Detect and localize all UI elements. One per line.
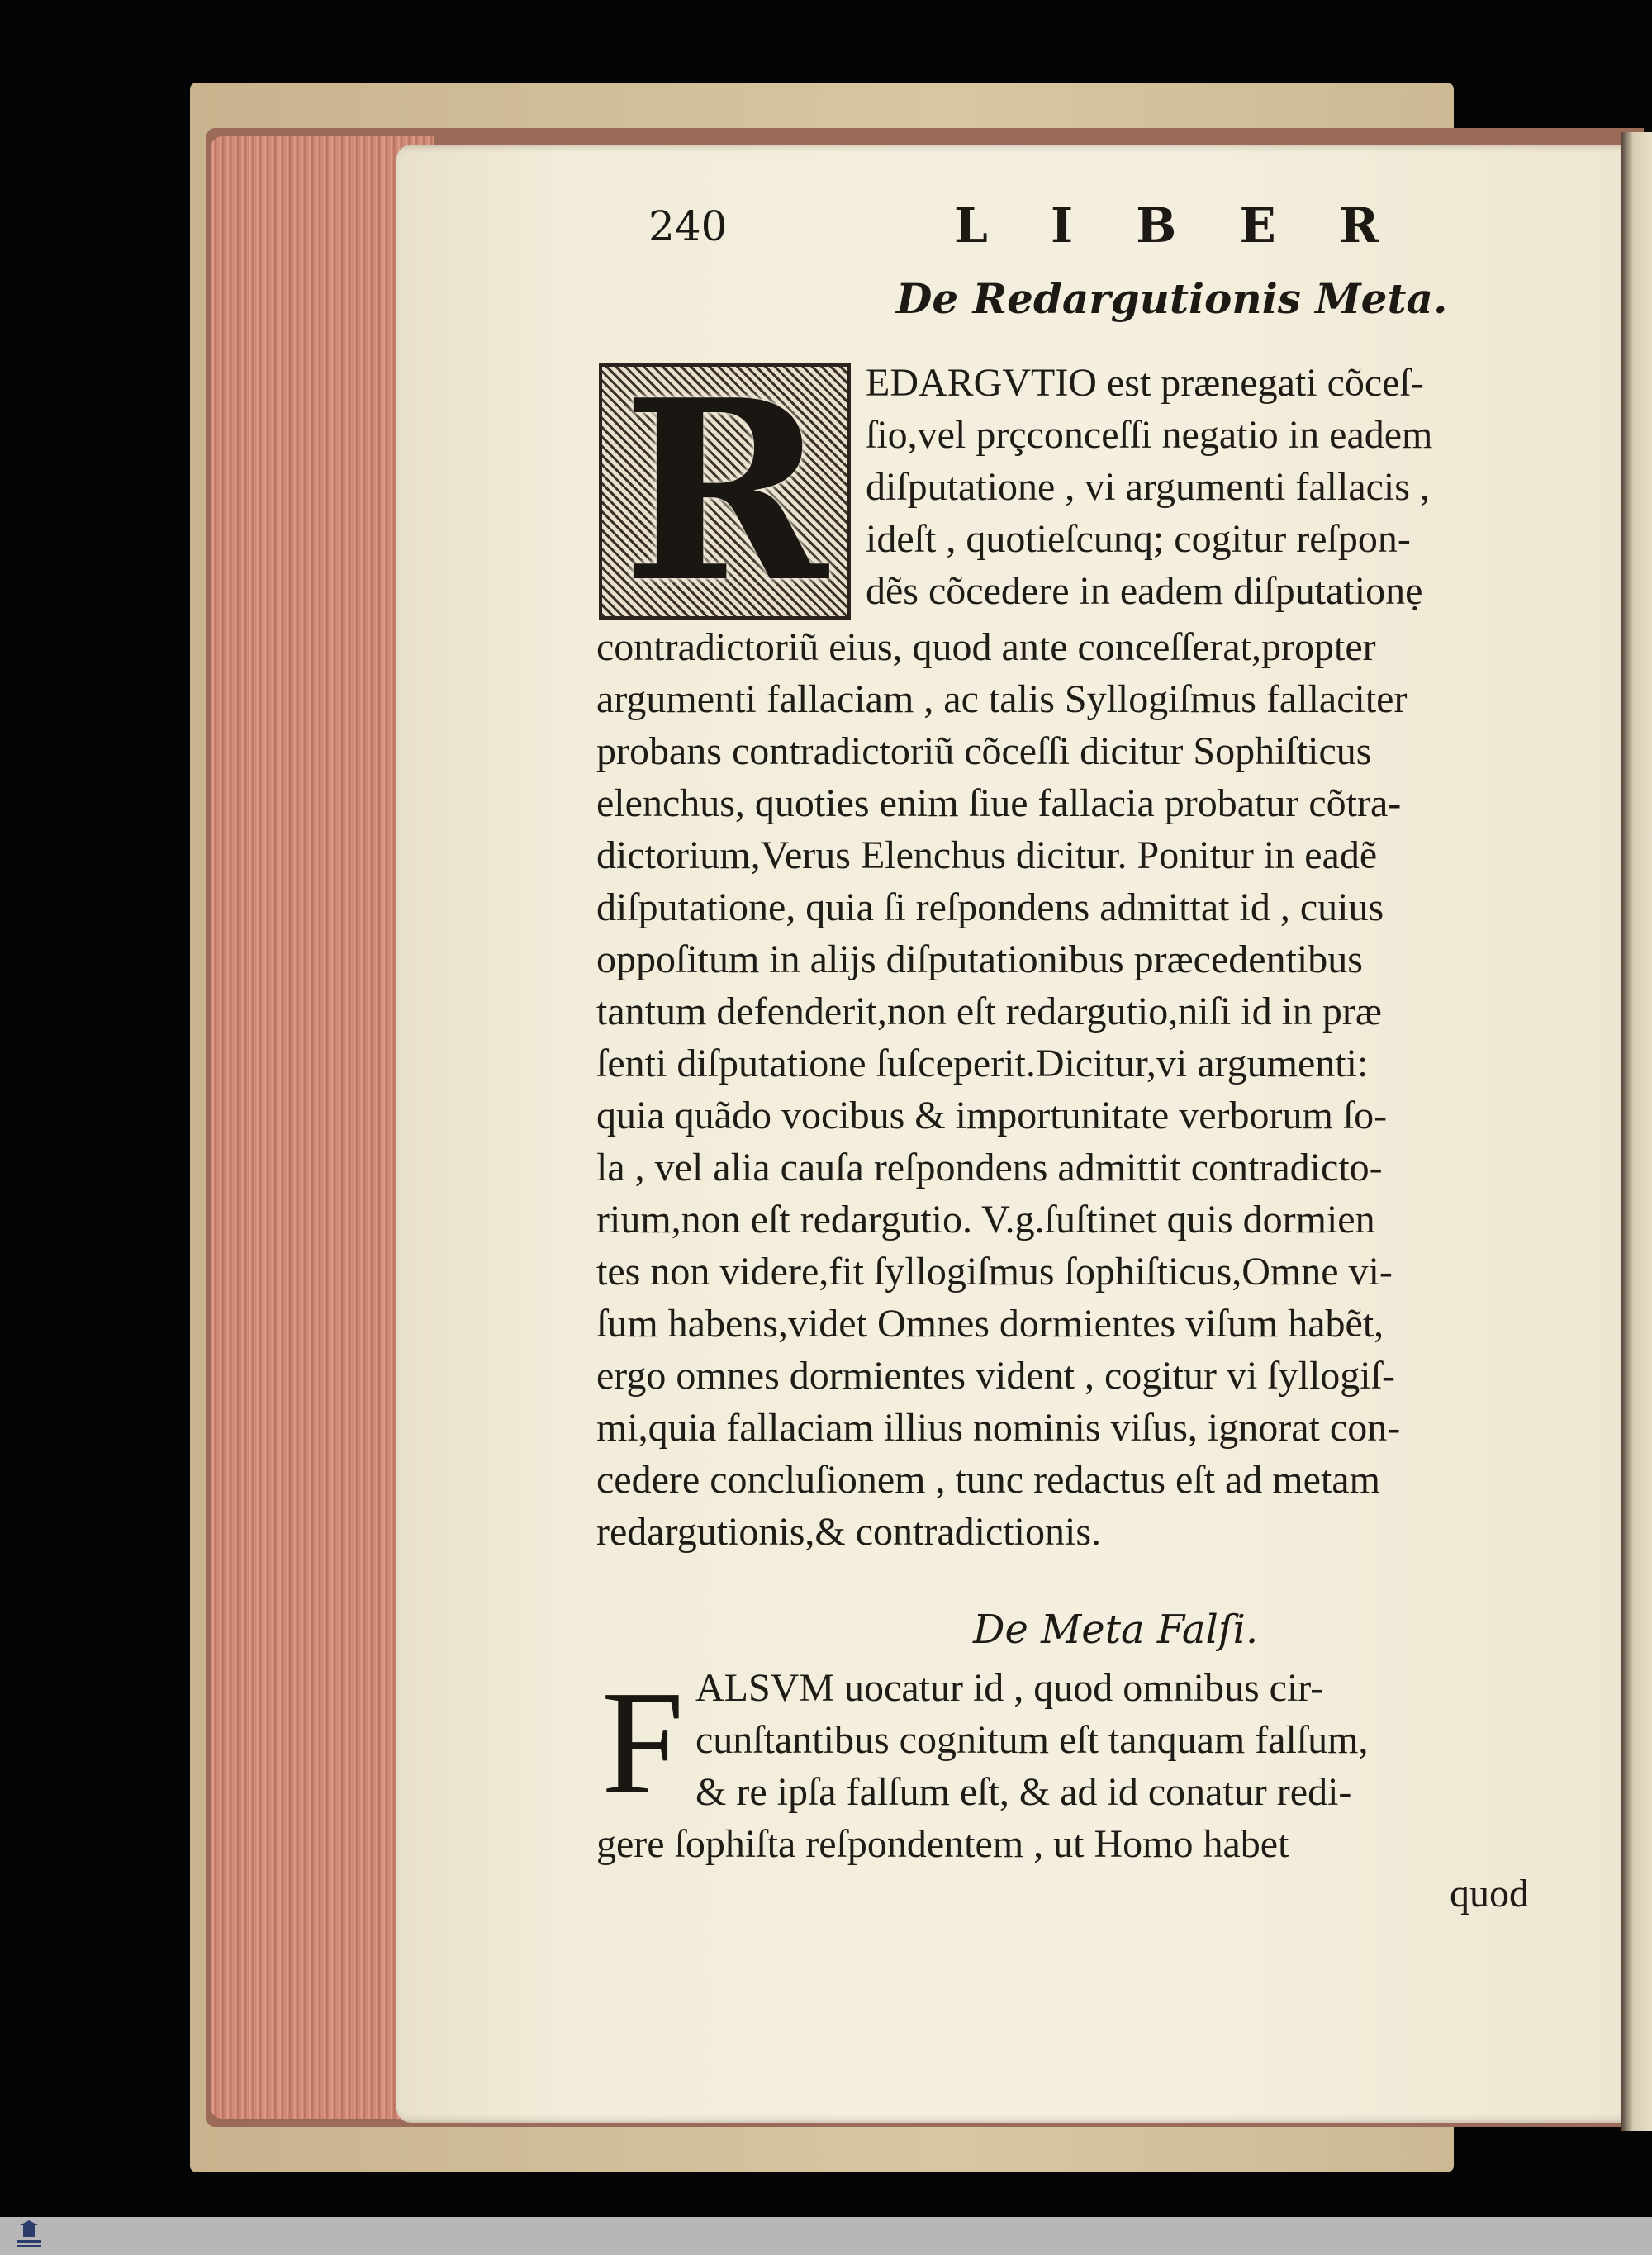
initial-letter-f: F [601, 1660, 685, 1825]
text-line: ergo omnes dormientes vident , cogitur vi ſyllogiſ- [596, 1354, 1395, 1398]
text-line: elenchus, quoties enim ſiue fallacia probatur cõtra- [596, 781, 1402, 825]
text-line: cunſtantibus cognitum eſt tanquam falſum, [695, 1718, 1369, 1762]
text-line: argumenti fallaciam , ac talis Syllogiſmus fallaciter [596, 677, 1408, 721]
page-number: 240 [648, 202, 728, 250]
text-line: tantum defenderit,non eſt redargutio,niſi id in præ [596, 990, 1382, 1033]
catchword: quod [1450, 1872, 1529, 1916]
text-line: dẽs cõcedere in eadem diſputationẹ [866, 569, 1423, 613]
viewer-footer-bar [0, 2217, 1652, 2255]
text-line: quia quãdo vocibus & importunitate verborum ſo- [596, 1094, 1388, 1137]
library-logo-icon [12, 2220, 46, 2252]
section-heading: De Redargutionis Meta. [896, 274, 1448, 323]
text-line: mi,quia fallaciam illius nominis viſus, ignorat con- [596, 1406, 1401, 1450]
text-line: diſputatione , vi argumenti fallacis , [866, 465, 1430, 509]
initial-letter-r: R [621, 345, 828, 637]
text-line: cedere concluſionem , tunc redactus eſt ad metam [596, 1458, 1380, 1502]
facing-page-edge [1621, 132, 1652, 2131]
running-head [648, 197, 1474, 260]
text-line: EDARGVTIO est prænegati cõceſ- [866, 361, 1424, 405]
text-line: ſum habens,videt Omnes dormientes viſum habẽt, [596, 1302, 1384, 1346]
decorated-initial [599, 345, 851, 637]
text-line: oppoſitum in alijs diſputationibus præcedentibus [596, 938, 1363, 981]
text-line: contradictoriũ eius, quod ante conceſſerat,propter [596, 625, 1376, 669]
text-line: rium,non eſt redargutio. V.g.ſuſtinet quis dormien [596, 1198, 1375, 1241]
text-line: diſputatione, quia ſi reſpondens admittat id , cuius [596, 885, 1384, 929]
section-heading-falsi: De Meta Falſi. [973, 1607, 1259, 1653]
text-line: gere ſophiſta reſpondentem , ut Homo habet [596, 1822, 1289, 1866]
text-line: dictorium,Verus Elenchus dicitur. Ponitur in eadẽ [596, 833, 1378, 877]
running-title: L I B E R [954, 197, 1403, 254]
text-line: ſio,vel prçconceſſi negatio in eadem [866, 413, 1433, 457]
text-line: la , vel alia cauſa reſpondens admittit contradicto- [596, 1146, 1383, 1189]
text-line: ALSVM uocatur id , quod omnibus cir- [695, 1666, 1324, 1710]
text-line: redargutionis,& contradictionis. [596, 1510, 1101, 1554]
text-line: & re ipſa falſum eſt, & ad id conatur redi- [695, 1770, 1352, 1814]
text-line: probans contradictoriũ cõceſſi dicitur Sophiſticus [596, 729, 1372, 773]
text-line: ſenti diſputatione ſuſceperit.Dicitur,vi argumenti: [596, 1042, 1369, 1085]
text-line: ideſt , quotieſcunq; cogitur reſpon- [866, 517, 1411, 561]
text-line: tes non videre,fit ſyllogiſmus ſophiſticus,Omne vi- [596, 1250, 1393, 1294]
